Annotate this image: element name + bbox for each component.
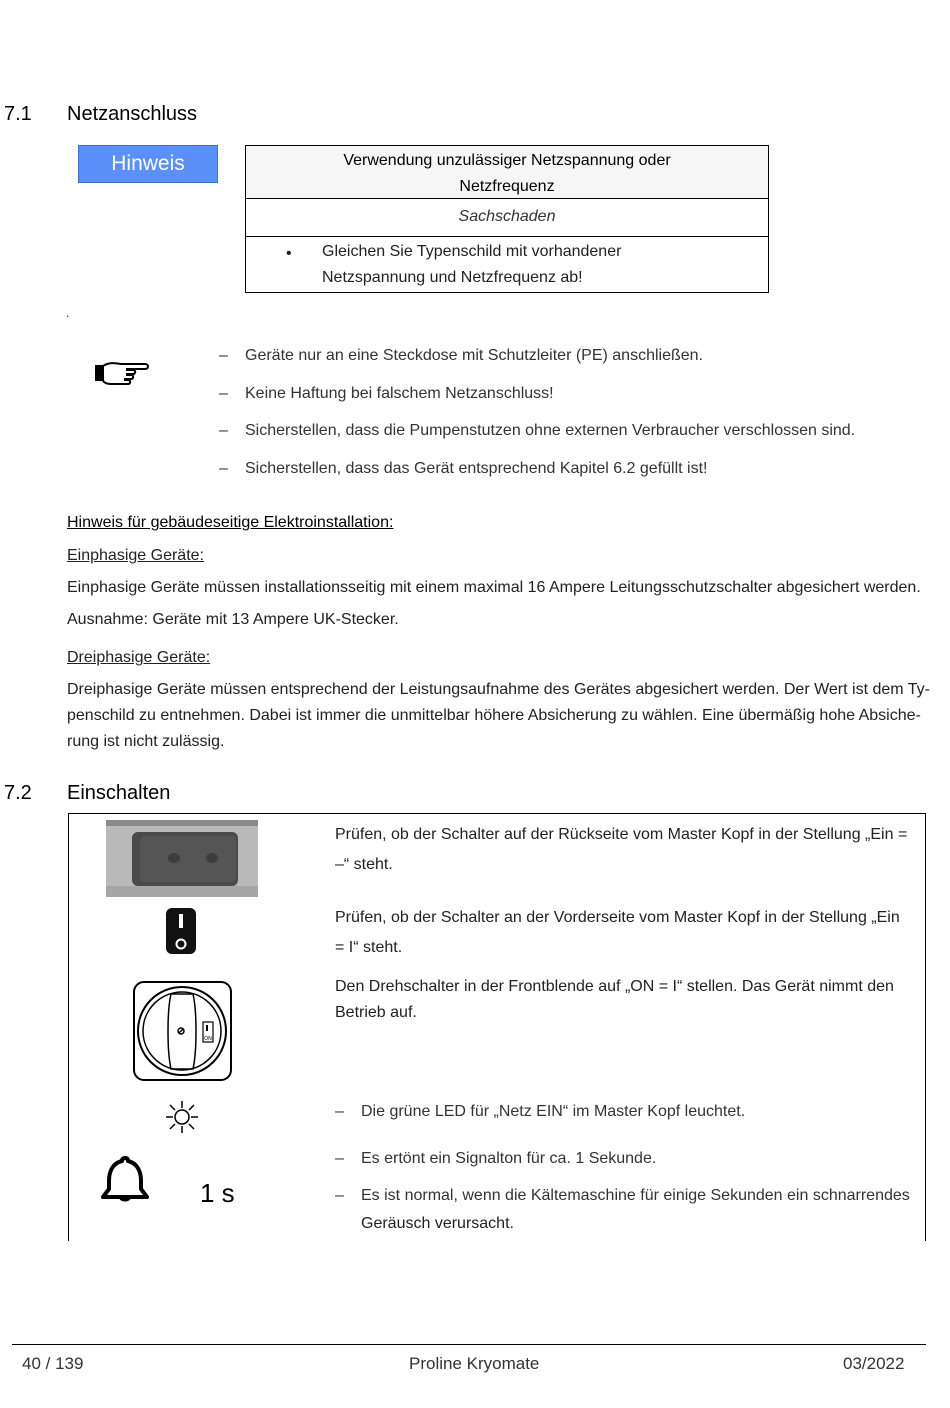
three-phase-line1: Dreiphasige Geräte müssen entsprechend der Leistungsaufnahme des Gerätes abgesichert werden. Der Wert ist dem Ty-: [67, 681, 930, 698]
notice-action: [246, 237, 768, 292]
section-number: 7.2: [4, 782, 32, 804]
compressor-line2: Geräusch verursacht.: [361, 1215, 514, 1232]
compressor-line1: Es ist normal, wenn die Kältemaschine für einige Sekunden ein schnarrendes: [361, 1187, 910, 1204]
product-name: Proline Kryomate: [409, 1354, 540, 1373]
notice-table: [245, 145, 769, 293]
notice-action-line1: Gleichen Sie Typenschild mit vorhandener: [322, 243, 622, 260]
dash: –: [219, 385, 228, 402]
dash: –: [335, 1150, 344, 1167]
three-phase-line3: rung ist nicht zulässig.: [67, 733, 225, 750]
rear-switch-line2: –“ steht.: [335, 856, 393, 873]
dash: –: [335, 1103, 344, 1120]
rotary-switch-line1: Den Drehschalter in der Frontblende auf „ON = I“ stellen. Das Gerät nimmt den: [335, 978, 894, 995]
led-icon: [165, 1100, 199, 1139]
stray-dot: .: [66, 306, 70, 320]
notice-title: [246, 146, 768, 199]
front-switch-line2: = I“ steht.: [335, 939, 403, 956]
bullet-icon: •: [286, 245, 292, 262]
single-phase-text: Einphasige Geräte müssen installationsseitig mit einem maximal 16 Ampere Leitungsschutzschalter abgesichert werden.: [67, 579, 921, 596]
page-number: 40 / 139: [22, 1354, 84, 1373]
rotary-switch-icon: [133, 981, 232, 1086]
dash: –: [219, 422, 228, 439]
pointing-hand-icon: [93, 359, 151, 392]
section-number: 7.1: [4, 103, 32, 125]
notice-consequence: Sachschaden: [246, 199, 768, 237]
rotary-switch-line2: Betrieb auf.: [335, 1004, 417, 1021]
rear-switch-photo: [106, 820, 258, 902]
led-text: Die grüne LED für „Netz EIN“ im Master Kopf leuchtet.: [361, 1103, 746, 1120]
dash: –: [335, 1187, 344, 1204]
three-phase-line2: penschild zu entnehmen. Dabei ist immer die unmittelbar höhere Absicherung zu wählen. Eine übermäßig hohe Absiche-: [67, 707, 921, 724]
front-switch-icon: [164, 906, 198, 961]
dash: –: [219, 347, 228, 364]
front-switch-line1: Prüfen, ob der Schalter an der Vorderseite vom Master Kopf in der Stellung „Ein: [335, 909, 900, 926]
install-heading: Hinweis für gebäudeseitige Elektroinstallation:: [67, 514, 394, 531]
footer-divider: [12, 1344, 926, 1345]
three-phase-heading: Dreiphasige Geräte:: [67, 649, 211, 666]
notice-badge: Hinweis: [78, 145, 218, 183]
svg-text:ON: ON: [204, 1036, 212, 1042]
section-title: Netzanschluss: [67, 103, 198, 125]
rear-switch-line1: Prüfen, ob der Schalter auf der Rückseite vom Master Kopf in der Stellung „Ein =: [335, 826, 908, 843]
notice-title-line2: Netzfrequenz: [459, 178, 555, 195]
dash: –: [219, 460, 228, 477]
section-title: Einschalten: [67, 782, 171, 804]
signal-text: Es ertönt ein Signalton für ca. 1 Sekunde.: [361, 1150, 657, 1167]
document-date: 03/2022: [843, 1354, 905, 1373]
single-phase-heading: Einphasige Geräte:: [67, 547, 204, 564]
notice-title-line1: Verwendung unzulässiger Netzspannung oder: [343, 152, 671, 169]
notice-action-line2: Netzspannung und Netzfrequenz ab!: [322, 269, 583, 286]
single-phase-exception: Ausnahme: Geräte mit 13 Ampere UK-Stecker.: [67, 611, 399, 628]
duration-label: 1 s: [200, 1178, 235, 1208]
bell-icon: [97, 1153, 153, 1214]
